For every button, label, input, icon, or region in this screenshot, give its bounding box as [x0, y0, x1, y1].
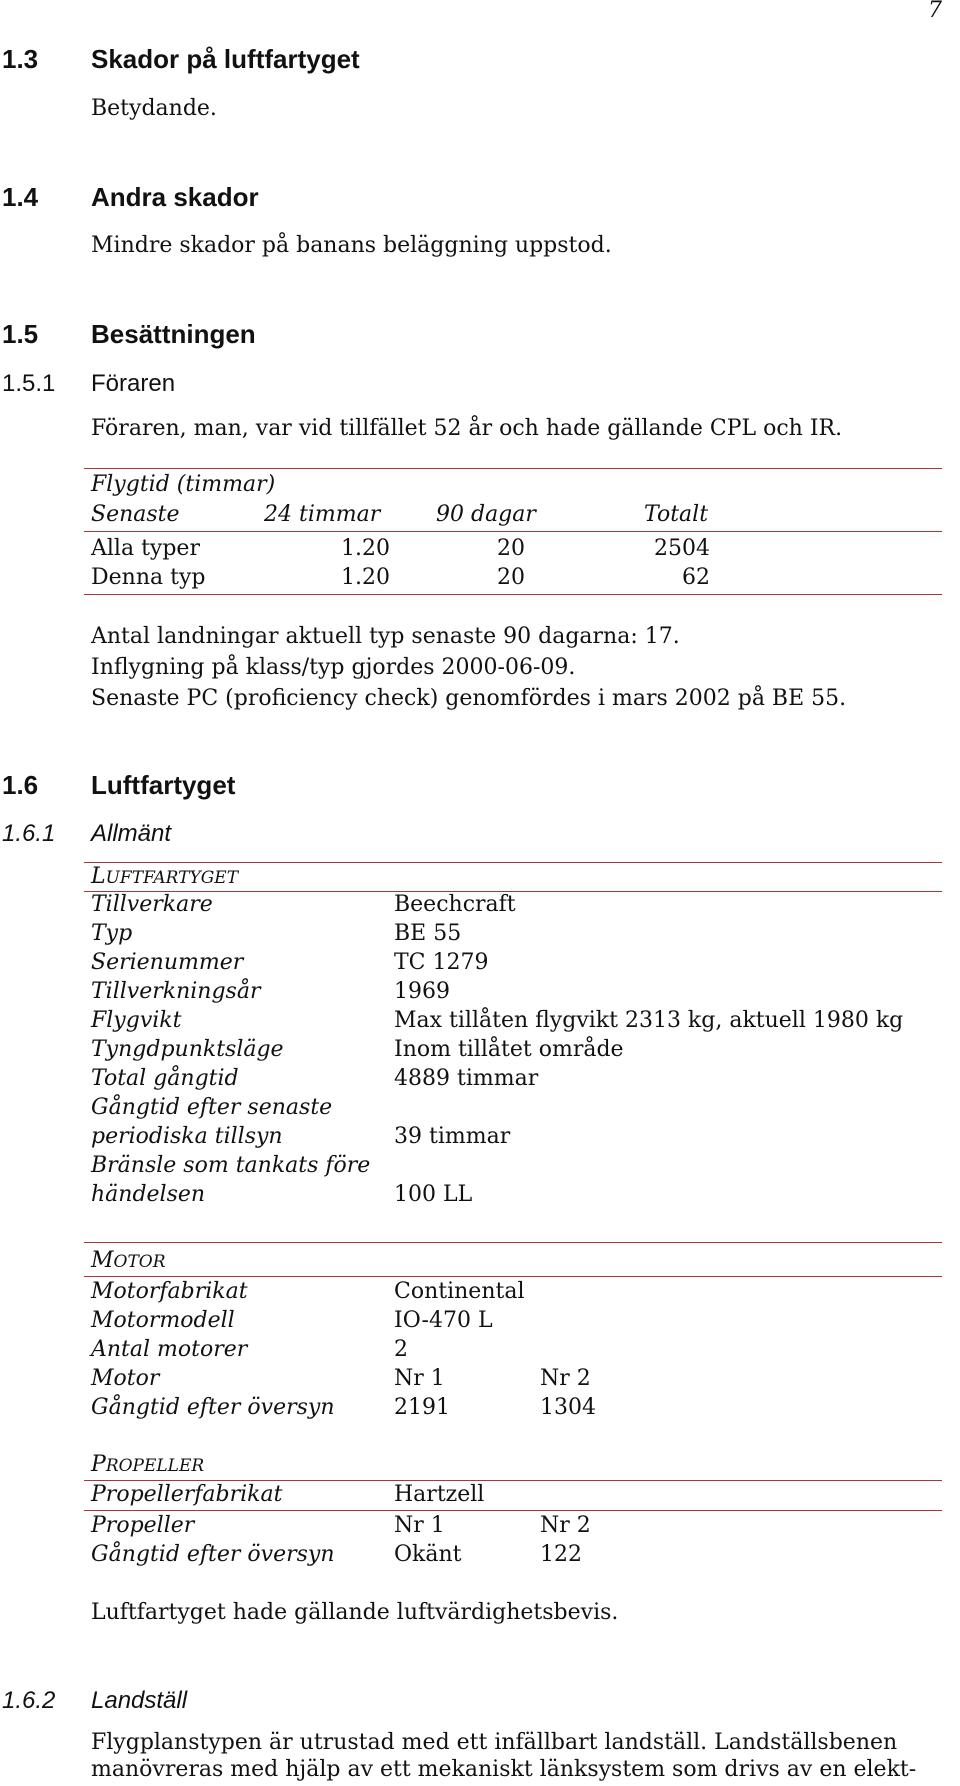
propeller-table-heading — [91, 1452, 204, 1477]
landing-gear-text-line: manövreras med hjälp av ett mekaniskt länksystem som drivs av en elekt- — [91, 1757, 917, 1782]
engine-heading-rest: OTOR — [113, 1252, 166, 1272]
aircraft-label: Total gångtid — [91, 1066, 239, 1091]
propeller-value: Okänt — [394, 1542, 462, 1567]
pilot-note: Inflygning på klass/typ gjordes 2000-06-09. — [91, 655, 576, 680]
flight-time-top-rule — [84, 468, 942, 469]
section-number-1-5: 1.5 — [2, 319, 39, 349]
flight-time-cell: 2504 — [654, 536, 710, 561]
aircraft-heading-rest: UFTFARTYGET — [105, 868, 239, 888]
propeller-value: Nr 1 — [394, 1513, 445, 1538]
section-text-1-3: Betydande. — [91, 96, 217, 121]
aircraft-label: Flygvikt — [91, 1008, 182, 1033]
aircraft-table-top-rule — [84, 862, 942, 863]
engine-table-top-rule — [84, 1242, 942, 1243]
engine-label: Antal motorer — [91, 1337, 248, 1362]
page-number: 7 — [928, 0, 942, 23]
section-number-1-6: 1.6 — [2, 770, 39, 800]
propeller-table-rule — [84, 1510, 942, 1511]
section-title-other-damage: Andra skador — [91, 182, 259, 212]
aircraft-value: 4889 timmar — [394, 1066, 539, 1091]
flight-time-header-rule — [84, 531, 942, 532]
propeller-value-2: 122 — [540, 1542, 582, 1567]
propeller-label: Propeller — [91, 1513, 195, 1538]
flight-time-row-label: Alla typer — [91, 536, 200, 561]
aircraft-label: periodiska tillsyn — [91, 1124, 283, 1149]
flight-time-cell: 1.20 — [341, 536, 390, 561]
aircraft-label: Typ — [91, 921, 133, 946]
aircraft-heading-initial: L — [91, 864, 106, 889]
propeller-label: Propellerfabrikat — [91, 1482, 283, 1507]
aircraft-value: Inom tillåtet område — [394, 1037, 624, 1062]
engine-value: IO-470 L — [394, 1308, 493, 1333]
engine-value-2: 1304 — [540, 1395, 596, 1420]
flight-time-header-total: Totalt — [644, 502, 709, 527]
aircraft-label: händelsen — [91, 1182, 206, 1207]
aircraft-label: Tillverkare — [91, 892, 213, 917]
section-title-crew: Besättningen — [91, 319, 256, 349]
aircraft-label: Gångtid efter senaste — [91, 1095, 333, 1120]
engine-value: 2 — [394, 1337, 408, 1362]
aircraft-value: Max tillåten flygvikt 2313 kg, aktuell 1980 kg — [394, 1008, 904, 1033]
aircraft-value: Beechcraft — [394, 892, 516, 917]
section-number-1-6-2: 1.6.2 — [2, 1687, 56, 1714]
section-number-1-6-1: 1.6.1 — [2, 820, 56, 847]
section-title-damage-aircraft: Skador på luftfartyget — [91, 44, 360, 74]
aircraft-value: 100 LL — [394, 1182, 473, 1207]
pilot-note: Senaste PC (proficiency check) genomfördes i mars 2002 på BE 55. — [91, 686, 847, 711]
engine-value: Nr 1 — [394, 1366, 445, 1391]
flight-time-cell: 20 — [497, 536, 525, 561]
section-title-pilot: Föraren — [91, 370, 176, 397]
engine-table-heading-rule — [84, 1276, 942, 1277]
section-title-general: Allmänt — [91, 820, 172, 847]
section-number-1-5-1: 1.5.1 — [2, 370, 56, 397]
airworthiness-note: Luftfartyget hade gällande luftvärdighetsbevis. — [91, 1600, 619, 1625]
flight-time-cell: 20 — [497, 565, 525, 590]
engine-heading-initial: M — [91, 1248, 114, 1273]
section-text-1-4: Mindre skador på banans beläggning uppstod. — [91, 233, 612, 258]
section-number-1-3: 1.3 — [2, 44, 39, 74]
engine-value: Continental — [394, 1279, 525, 1304]
flight-time-header-latest: Senaste — [91, 502, 180, 527]
section-title-landing-gear: Landställ — [91, 1687, 188, 1714]
section-title-aircraft: Luftfartyget — [91, 770, 236, 800]
aircraft-value: 1969 — [394, 979, 450, 1004]
aircraft-value: BE 55 — [394, 921, 462, 946]
pilot-note: Antal landningar aktuell typ senaste 90 dagarna: 17. — [91, 624, 680, 649]
engine-label: Motorfabrikat — [91, 1279, 248, 1304]
aircraft-label: Serienummer — [91, 950, 244, 975]
flight-time-row-label: Denna typ — [91, 565, 206, 590]
aircraft-label: Bränsle som tankats före — [91, 1153, 371, 1178]
section-number-1-4: 1.4 — [2, 182, 39, 212]
aircraft-value: TC 1279 — [394, 950, 489, 975]
flight-time-header-24h: 24 timmar — [264, 502, 381, 527]
aircraft-table-heading — [91, 864, 238, 889]
engine-table-heading — [91, 1248, 166, 1273]
propeller-label: Gångtid efter översyn — [91, 1542, 335, 1567]
section-text-1-5-1: Föraren, man, var vid tillfället 52 år och hade gällande CPL och IR. — [91, 416, 843, 441]
propeller-heading-initial: P — [91, 1452, 106, 1477]
propeller-value: Hartzell — [394, 1482, 485, 1507]
propeller-table-heading-rule — [84, 1480, 942, 1481]
engine-label: Motor — [91, 1366, 160, 1391]
flight-time-cell: 62 — [682, 565, 710, 590]
engine-value-2: Nr 2 — [540, 1366, 591, 1391]
engine-label: Gångtid efter översyn — [91, 1395, 335, 1420]
aircraft-label: Tyngdpunktsläge — [91, 1037, 284, 1062]
engine-value: 2191 — [394, 1395, 450, 1420]
flight-time-cell: 1.20 — [341, 565, 390, 590]
flight-time-bottom-rule — [84, 594, 942, 595]
landing-gear-text-line: Flygplanstypen är utrustad med ett infällbart landställ. Landställsbenen — [91, 1730, 898, 1755]
aircraft-label: Tillverkningsår — [91, 979, 261, 1004]
propeller-heading-rest: ROPELLER — [105, 1456, 205, 1476]
flight-time-header-90d: 90 dagar — [436, 502, 536, 527]
propeller-value-2: Nr 2 — [540, 1513, 591, 1538]
flight-time-caption: Flygtid (timmar) — [91, 472, 276, 497]
engine-label: Motormodell — [91, 1308, 235, 1333]
aircraft-value: 39 timmar — [394, 1124, 511, 1149]
